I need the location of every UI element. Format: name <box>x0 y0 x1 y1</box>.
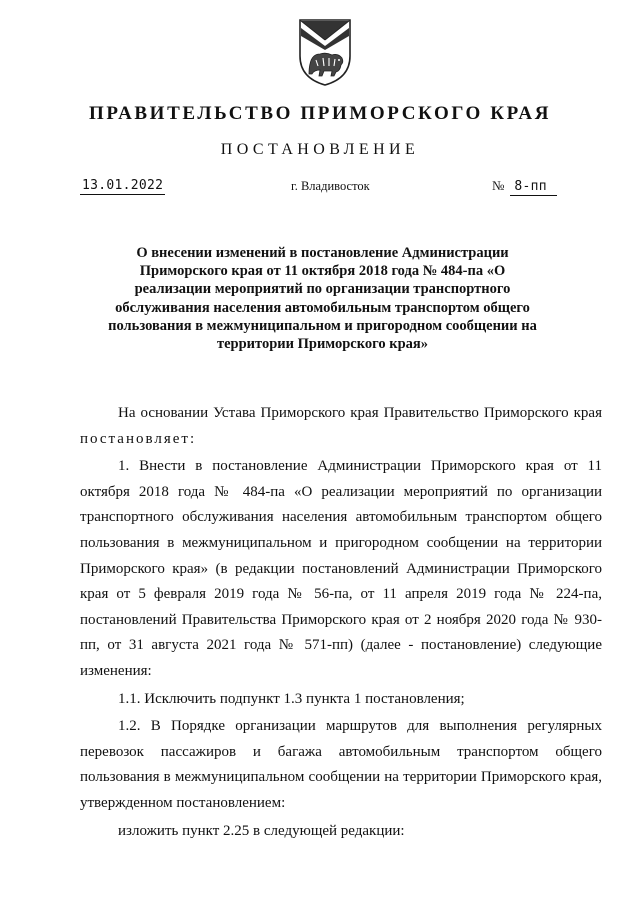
document-number <box>492 178 557 194</box>
coat-of-arms-icon <box>296 16 354 88</box>
document-date: 13.01.2022 <box>82 178 164 193</box>
body-paragraph: 1. Внести в постановление Администрации Приморского края от 11 октября 2018 года № 484-па «О реализации мероприятий по организации транспортного обслуживания населения автомобильным транспортом общего пользования в межмуниципальном и пригородном сообщении на территории Приморского края» (в редакции постановлений Администрации Приморского края от 5 февраля 2019 года № 56-па, от 11 апреля 2019 года № 224-па, постановлений Правительства Приморского края от 2 ноября 2020 года № 930-пп, от 31 августа 2021 года № 571-пп) (далее - постановление) следующие изменения: <box>80 458 602 679</box>
intro-paragraph <box>80 401 602 452</box>
intro-keyword: постановляет: <box>80 430 197 447</box>
document-body <box>80 401 602 844</box>
number-value: 8-пп <box>510 179 557 196</box>
body-paragraph: 1.2. В Порядке организации маршрутов для выполнения регулярных перевозок пассажиров и багажа автомобильным транспортом общего пользования в межмуниципальном сообщении на территории Приморского края, утвержденном постановлением: <box>80 718 602 811</box>
organization-title: ПРАВИТЕЛЬСТВО ПРИМОРСКОГО КРАЯ <box>88 103 552 124</box>
intro-text: На основании Устава Приморского края Правительство Приморского края <box>118 405 602 421</box>
body-paragraph: изложить пункт 2.25 в следующей редакции: <box>118 822 405 839</box>
document-heading: О внесении изменений в постановление Администрации Приморского края от 11 октября 2018 года № 484-па «О реализации мероприятий по организации транспортного обслуживания населения автомобильным транспортом общего пользования в межмуниципальном и пригородном сообщении на территории Приморского края» <box>108 245 537 353</box>
document-meta <box>0 178 640 200</box>
number-sign: № <box>492 178 505 193</box>
document-type: ПОСТАНОВЛЕНИЕ <box>220 141 420 158</box>
document-city: г. Владивосток <box>291 179 370 193</box>
body-paragraph: 1.1. Исключить подпункт 1.3 пункта 1 постановления; <box>118 690 465 707</box>
